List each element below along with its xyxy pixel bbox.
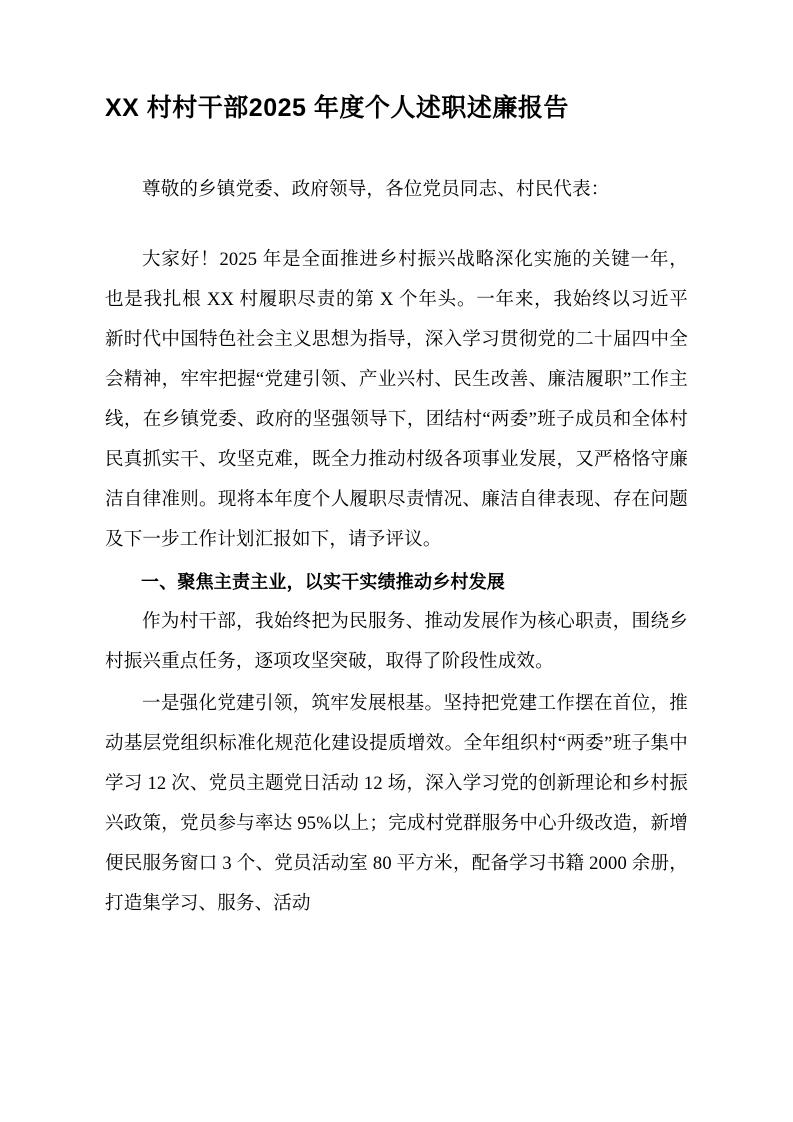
section-heading-1: 一、聚焦主责主业，以实干实绩推动乡村发展 xyxy=(141,572,505,592)
body-paragraph-3: 一是强化党建引领，筑牢发展根基。坚持把党建工作摆在首位，推动基层党组织标准化规范化建设提质增效。全年组织村“两委”班子集中学习 12 次、党员主题党日活动 12 场，深入学习党的创新理论和乡村振兴政策，党员参与率达 95%以上；完成村党群服务中心升级改造，新增便民服务窗口 3 个、党员活动室 80 平方米，配备学习书籍 2000 余册，打造集学习、服务、活动 xyxy=(105,694,688,914)
body-paragraph-2: 作为村干部，我始终把为民服务、推动发展作为核心职责，围绕乡村振兴重点任务，逐项攻坚突破，取得了阶段性成效。 xyxy=(105,612,688,672)
salutation-paragraph: 尊敬的乡镇党委、政府领导，各位党员同志、村民代表： xyxy=(142,180,610,200)
body-paragraph-1: 大家好！2025 年是全面推进乡村振兴战略深化实施的关键一年，也是我扎根 XX 村履职尽责的第 X 个年头。一年来，我始终以习近平新时代中国特色社会主义思想为指导，深入学习贯彻党的二十届四中全会精神，牢牢把握“党建引领、产业兴村、民生改善、廉洁履职”工作主线，在乡镇党委、政府的坚强领导下，团结村“两委”班子成员和全体村民真抓实干、攻坚克难，既全力推动村级各项事业发展，又严格恪守廉洁自律准则。现将本年度个人履职尽责情况、廉洁自律表现、存在问题及下一步工作计划汇报如下，请予评议。 xyxy=(105,250,688,550)
page-title: XX 村村干部2025 年度个人述职述廉报告 xyxy=(105,94,569,122)
